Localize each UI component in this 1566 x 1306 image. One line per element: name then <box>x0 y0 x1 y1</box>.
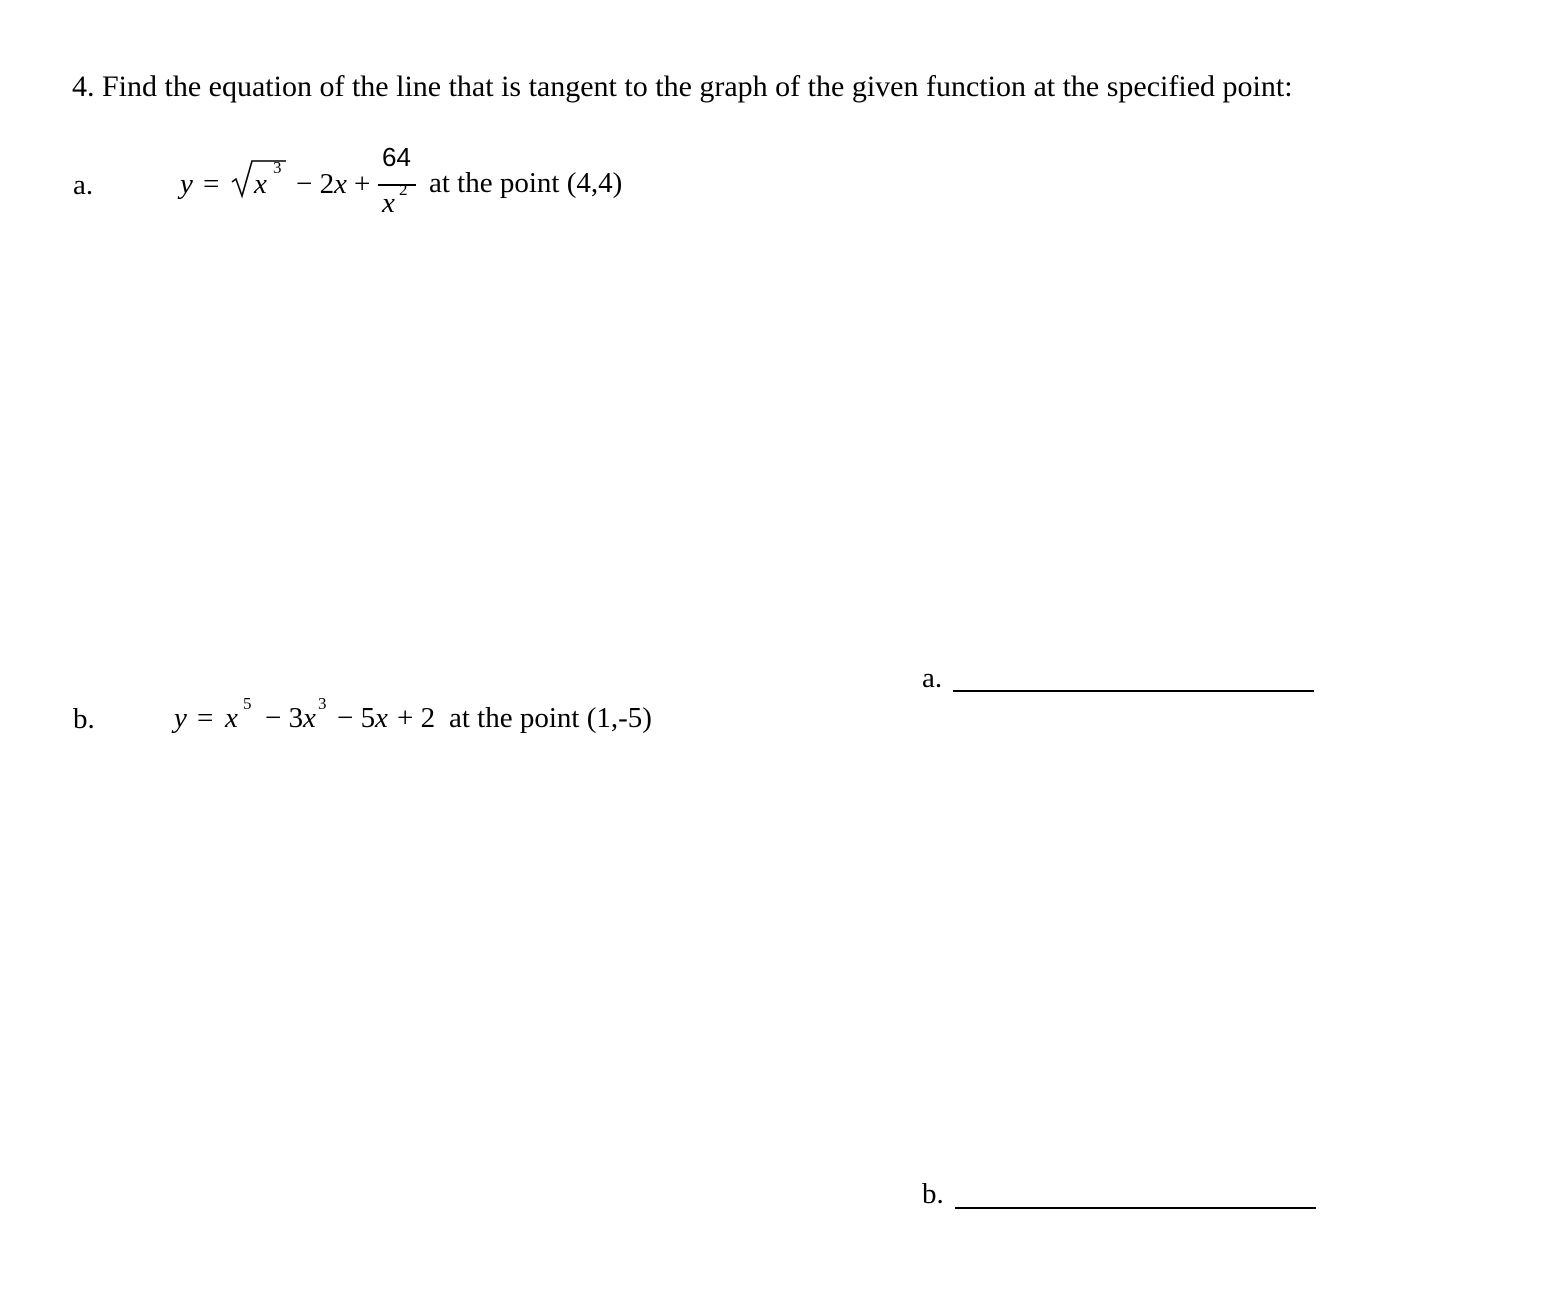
part-b-point: at the point (1,-5) <box>449 702 652 734</box>
eq-a-radicand-exp: 3 <box>273 158 282 177</box>
question-text: 4. Find the equation of the line that is tangent to the graph of the given function at the specified point: <box>72 70 1293 103</box>
eq-a-y: y <box>180 168 193 200</box>
eq-b-t2-var: x <box>303 702 316 734</box>
part-a-point: at the point (4,4) <box>429 167 623 199</box>
eq-a-term2: − 2 <box>296 168 335 200</box>
eq-b-t3-var: x <box>375 702 388 734</box>
part-b-equation <box>0 680 1566 760</box>
eq-a-equals: = <box>203 168 220 200</box>
part-a-equation <box>0 0 1566 260</box>
answer-b-blank[interactable] <box>955 1207 1316 1209</box>
eq-a-term2-var: x <box>334 168 347 200</box>
eq-b-y: y <box>174 702 187 734</box>
answer-a-label: a. <box>922 662 943 694</box>
eq-b-equals: = <box>197 702 214 734</box>
eq-b-t2: − 3 <box>265 702 304 734</box>
part-a-label: a. <box>73 169 94 201</box>
answer-b-label: b. <box>922 1178 944 1210</box>
eq-b-t2-exp: 3 <box>318 694 327 713</box>
fraction-bar <box>378 184 416 186</box>
eq-b-t1-exp: 5 <box>243 694 252 713</box>
part-b-label: b. <box>73 703 95 735</box>
eq-b-t3: − 5 <box>337 702 376 734</box>
eq-a-frac-den-exp: 2 <box>399 180 408 199</box>
eq-b-t1-base: x <box>225 702 238 734</box>
eq-a-plus: + <box>354 168 371 200</box>
answer-a-blank[interactable] <box>953 690 1314 692</box>
eq-b-t4: + 2 <box>397 702 436 734</box>
eq-a-frac-num: 64 <box>382 142 411 172</box>
eq-a-radicand-base: x <box>254 168 267 200</box>
eq-a-frac-den-base: x <box>382 187 395 219</box>
